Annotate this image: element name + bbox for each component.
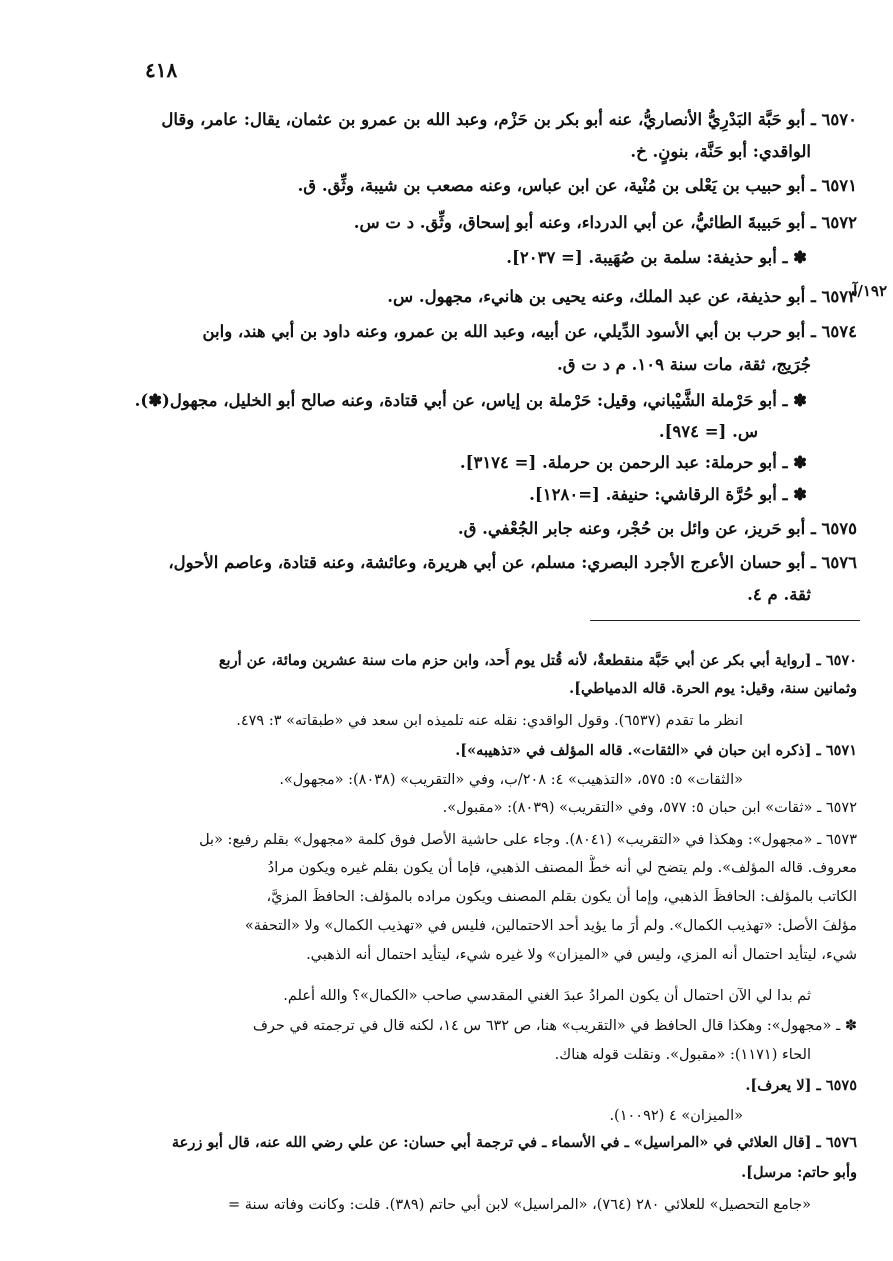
note-6570-ref: انظر ما تقدم (٦٥٣٧). وقول الواقدي: نقله عنه تلميذه ابن سعد في «طبقاته» ٣: ٤٧٩. <box>236 713 743 729</box>
note-6572: ٦٥٧٢ ـ «ثقات» ابن حبان ٥: ٥٧٧، وفي «التقريب» (٨٠٣٩): «مقبول». <box>442 800 857 816</box>
entry-6570-line-1: ٦٥٧٠ ـ أبو حَبَّة البَدْرِيُّ الأنصاريُّ، عنه أبو بكر بن حَزْم، وعبد الله بن عمرو بن عثمان، يقال: عامر، وقال <box>161 110 857 129</box>
footnote-divider <box>590 620 860 621</box>
note-6573-line-5: شيء، ليتأيد احتمال أنه المزي، وليس في «الميزان» ولا غيره شيء، ليتأيد احتمال أنه الذهبي. <box>306 947 857 963</box>
note-6576-line-2: وأبو حاتم: مرسل]. <box>741 1164 857 1181</box>
cross-ref-abu-harmala-2: ✽ ـ أبو حرملة: عبد الرحمن بن حرملة. [= ٣١٧٤]. <box>459 453 807 472</box>
entry-6576-line-2: ثقة. م ٤. <box>747 585 811 604</box>
note-6570-line-1: ٦٥٧٠ ـ [رواية أبي بكر عن أبي حَبَّة منقطعةٌ، لأنه قُتل يوم أُحد، وابن حزم مات سنة عشرين ومائة، عن أربع <box>218 652 857 669</box>
cross-ref-abu-hurra: ✽ ـ أبو حُرَّة الرقاشي: حنيفة. [=١٢٨٠]. <box>529 485 807 504</box>
note-6576-line-1: ٦٥٧٦ ـ [قال العلائي في «المراسيل» ـ في الأسماء ـ في ترجمة أبي حسان: عن علي رضي الله عنه، قال أبو زرعة <box>171 1134 857 1151</box>
note-6573-line-2: معروف. قاله المؤلف». ولم يتضح لي أنه خطُّ المصنف الذهبي، فإما أن يكون بقلم غيره ويكون مرادُ <box>267 860 857 876</box>
note-6573-line-6: ثم بدا لي الآن احتمال أن يكون المرادُ عبدَ الغني المقدسي صاحب «الكمال»؟ والله أعلم. <box>283 988 811 1004</box>
note-6570-line-2: وثمانين سنة، وقيل: يوم الحرة. قاله الدمياطي]. <box>569 680 857 697</box>
note-star-line-2: الحاء (١١٧١): «مقبول». ونقلت قوله هناك. <box>554 1047 811 1063</box>
note-6576-ref: «جامع التحصيل» للعلائي ٢٨٠ (٧٦٤)، «المراسيل» لابن أبي حاتم (٣٨٩). قلت: وكانت وفاته سنة = <box>227 1197 811 1213</box>
page-number: ٤١٨ <box>145 58 178 82</box>
entry-6576-line-1: ٦٥٧٦ ـ أبو حسان الأعرج الأجرد البصري: مسلم، عن أبي هريرة، وعائشة، وعنه قتادة، وعاصم الأحول، <box>168 553 857 572</box>
entry-6575: ٦٥٧٥ ـ أبو حَريز، عن وائل بن حُجْر، وعنه جابر الجُعْفي. ق. <box>457 519 857 538</box>
cross-ref-abu-harmala-line-2: س. [= ٩٧٤]. <box>658 422 758 441</box>
note-6575-ref: «الميزان» ٤ (١٠٠٩٢). <box>609 1108 743 1124</box>
note-6571: ٦٥٧١ ـ [ذكره ابن حبان في «الثقات». قاله المؤلف في «تذهيبه»]. <box>455 742 857 759</box>
note-6573-line-4: مؤلفَ الأصل: «تهذيب الكمال». ولم أرَ ما يؤيد أحد الاحتمالين، فليس في «تهذيب الكمال» ولا «التحفة» <box>244 918 857 934</box>
entry-6574-line-2: جُرَيج، ثقة، مات سنة ١٠٩. م د ت ق. <box>557 355 811 374</box>
note-star-line-1: ✽ ـ «مجهول»: وهكذا قال الحافظ في «التقريب» هنا، ص ٦٣٢ س ١٤، لكنه قال في ترجمته في حرف <box>252 1018 857 1034</box>
note-6573-line-3: الكاتب بالمؤلف: الحافظَ الذهبي، وإما أن يكون بقلم المصنف ويكون مراده بالمؤلف: الحافظَ المزيَّ، <box>266 889 857 905</box>
note-6575: ٦٥٧٥ ـ [لا يعرف]. <box>745 1077 857 1094</box>
note-6571-ref: «الثقات» ٥: ٥٧٥، «التذهيب» ٤: ٢٠٨/ب، وفي «التقريب» (٨٠٣٨): «مجهول». <box>279 772 743 788</box>
entry-6574-line-1: ٦٥٧٤ ـ أبو حرب بن أبي الأسود الدِّيلي، عن أبيه، وعبد الله بن عمرو، وعنه داود بن أبي هند، وابن <box>202 322 857 341</box>
cross-ref-abu-harmala-line-1: ✽ ـ أبو حَرْملة الشَّيْباني، وقيل: حَرْملة بن إياس، عن أبي قتادة، وعنه صالح أبو الخليل، مجهول(✽). <box>134 391 807 410</box>
entry-6573: ٦٥٧٣ ـ أبو حذيفة، عن عبد الملك، وعنه يحيى بن هانيء، مجهول. س. <box>387 287 857 306</box>
entry-6570-line-2: الواقدي: أبو حَنَّة، بنونٍ. خ. <box>630 142 811 161</box>
entry-6572: ٦٥٧٢ ـ أبو حَبيبةَ الطائيُّ، عن أبي الدرداء، وعنه أبو إسحاق، وثِّق. د ت س. <box>353 213 857 232</box>
entry-6571: ٦٥٧١ ـ أبو حبيب بن يَعْلى بن مُنْية، عن ابن عباس، وعنه مصعب بن شيبة، وثِّق. ق. <box>297 176 857 195</box>
manuscript-folio-ref: ١٩٢/آ <box>853 282 887 300</box>
note-6573-line-1: ٦٥٧٣ ـ «مجهول»: وهكذا في «التقريب» (٨٠٤١). وجاء على حاشية الأصل فوق كلمة «مجهول» بقلم رفيع: «بل <box>199 832 857 848</box>
cross-ref-abu-hudhayfa: ✽ ـ أبو حذيفة: سلمة بن صُهَيبة. [= ٢٠٣٧]. <box>506 248 807 267</box>
